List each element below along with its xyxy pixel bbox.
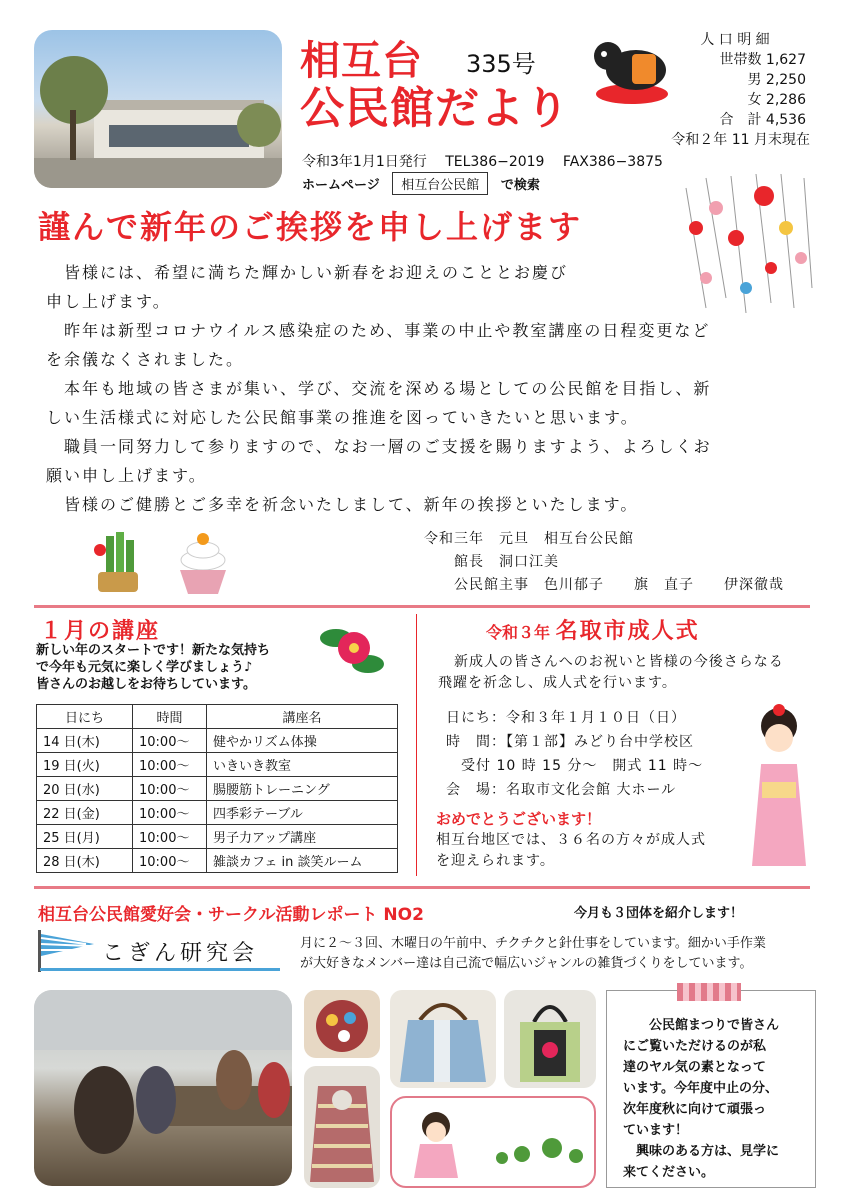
greeting-signature <box>424 528 784 597</box>
report-subheading: 今月も３団体を紹介します！ <box>574 906 744 921</box>
tape-decoration <box>677 983 741 1001</box>
handicraft-photo-blue-bag <box>390 990 496 1088</box>
handicraft-photo-green-bag <box>504 990 596 1088</box>
classes-heading: １月の講座 <box>40 619 161 644</box>
issue-info-line: 令和3年1月1日発行 TEL386−2019 FAX386−3875 <box>302 154 663 170</box>
kagami-mochi-illustration <box>172 530 234 596</box>
population-row: 合 計 4,536 <box>719 112 806 128</box>
homepage-line: ホームページ 相互台公民館 で検索 <box>302 172 540 195</box>
table-row: 19 日(火) 10:00〜 いきいき教室 <box>37 753 398 777</box>
section-divider <box>34 605 810 608</box>
column-header-time: 時間 <box>133 705 207 729</box>
group-name-underline <box>40 968 280 971</box>
message-box <box>606 990 816 1188</box>
classes-intro: 新しい年のスタートです！新たな気持ち で今年も元気に楽しく学びましょう♪ 皆さんのお越しをお待ちしています。 <box>36 643 271 692</box>
newsletter-title-line2: 公民館だより <box>300 83 570 134</box>
greeting-heading: 謹んで新年のご挨拶を申し上げます <box>38 208 583 246</box>
greeting-line: 本年も地域の皆さまが集い、学び、交流を深める場としての公民館を目指し、新 <box>46 379 712 398</box>
greeting-line: 申し上げます。 <box>46 292 171 311</box>
column-header-course: 講座名 <box>207 705 398 729</box>
newsletter-title-line1: 相互台 <box>300 38 423 84</box>
table-row: 22 日(金) 10:00〜 四季彩テーブル <box>37 801 398 825</box>
classes-table <box>36 704 398 873</box>
activity-photo <box>34 990 292 1186</box>
greeting-line: 皆様には、希望に満ちた輝かしい新春をお迎えのこととお慶び <box>46 263 569 282</box>
pennant-flag-icon <box>36 930 96 972</box>
handicraft-photo-striped-bag <box>304 1066 380 1188</box>
camellia-illustration <box>316 618 386 680</box>
population-row: 男 2,250 <box>747 72 806 88</box>
table-header-row <box>37 705 398 729</box>
report-heading: 相互台公民館愛好会・サークル活動レポート NO2 <box>38 905 424 925</box>
greeting-line: を余儀なくされました。 <box>46 350 245 369</box>
ceremony-note: 相互台地区では、３６名の方々が成人式 を迎えられます。 <box>436 832 706 869</box>
ceremony-congrats: おめでとうございます！ <box>436 810 602 828</box>
table-row: 20 日(水) 10:00〜 腸腰筋トレーニング <box>37 777 398 801</box>
population-row: 女 2,286 <box>747 92 806 108</box>
kadomatsu-illustration <box>84 530 150 596</box>
group-name: こぎん研究会 <box>102 941 259 966</box>
craft-girl-illustration-box <box>390 1096 596 1188</box>
greeting-line: 願い申し上げます。 <box>46 466 207 485</box>
signature-date: 令和三年 元旦 相互台公民館 <box>424 531 634 547</box>
group-description: 月に２〜３回、木曜日の午前中、チクチクと針仕事をしています。細かい手作業 が大好きなメンバー達は自己流で幅広いジャンルの雑貨づくりをしています。 <box>300 936 766 971</box>
ceremony-intro: 新成人の皆さんへのお祝いと皆様の今後さらなる 飛躍を祈念し、成人式を行います。 <box>438 654 784 691</box>
table-row: 25 日(月) 10:00〜 男子力アップ講座 <box>37 825 398 849</box>
issue-number: 335号 <box>466 50 536 78</box>
population-title: 人 口 明 細 <box>700 32 770 48</box>
population-row: 世帯数 1,627 <box>719 52 806 68</box>
greeting-body <box>46 258 806 519</box>
greeting-line: 職員一同努力して参りますので、なお一層のご支援を賜りますよう、よろしくお <box>46 437 712 456</box>
homepage-search-box[interactable]: 相互台公民館 <box>392 172 488 195</box>
greeting-line: しい生活様式に対応した公民館事業の推進を図っていきたいと思います。 <box>46 408 639 427</box>
population-box <box>660 30 810 150</box>
section-divider <box>34 886 810 889</box>
message-text: 公民館まつりで皆さん にご覧いただけるのが私 達のヤル気の素となって います。今年度中止の分、 次年度秋に向けて頑張っ ています！ 興味のある方は、見学に 来てください。 <box>623 1018 780 1180</box>
table-row: 28 日(木) 10:00〜 雑談カフェ in 談笑ルーム <box>37 849 398 873</box>
ceremony-details: 日にち：令和３年１月１０日（日） 時 間：【第１部】みどり台中学校区 受付 10 時 15 分〜 開式 11 時〜 会 場：名取市文化会館 大ホール <box>446 710 704 798</box>
community-center-photo <box>34 30 282 188</box>
signature-director: 館長 洞口江美 <box>454 554 559 570</box>
handicraft-photo-accessories <box>304 990 380 1058</box>
ceremony-heading: 令和３年 名取市成人式 <box>486 619 700 644</box>
kimono-girl-illustration <box>748 704 810 870</box>
column-divider <box>416 614 417 876</box>
column-header-date: 日にち <box>37 705 133 729</box>
greeting-line: 昨年は新型コロナウイルス感染症のため、事業の中止や教室講座の日程変更など <box>46 321 711 340</box>
table-row: 14 日(木) 10:00〜 健やかリズム体操 <box>37 729 398 753</box>
population-as-of: 令和２年 11 月末現在 <box>671 132 810 148</box>
greeting-line: 皆様のご健勝とご多幸を祈念いたしまして、新年の挨拶といたします。 <box>46 495 639 514</box>
signature-staff: 公民館主事 色川郁子 旗 直子 伊深徹哉 <box>454 577 784 593</box>
